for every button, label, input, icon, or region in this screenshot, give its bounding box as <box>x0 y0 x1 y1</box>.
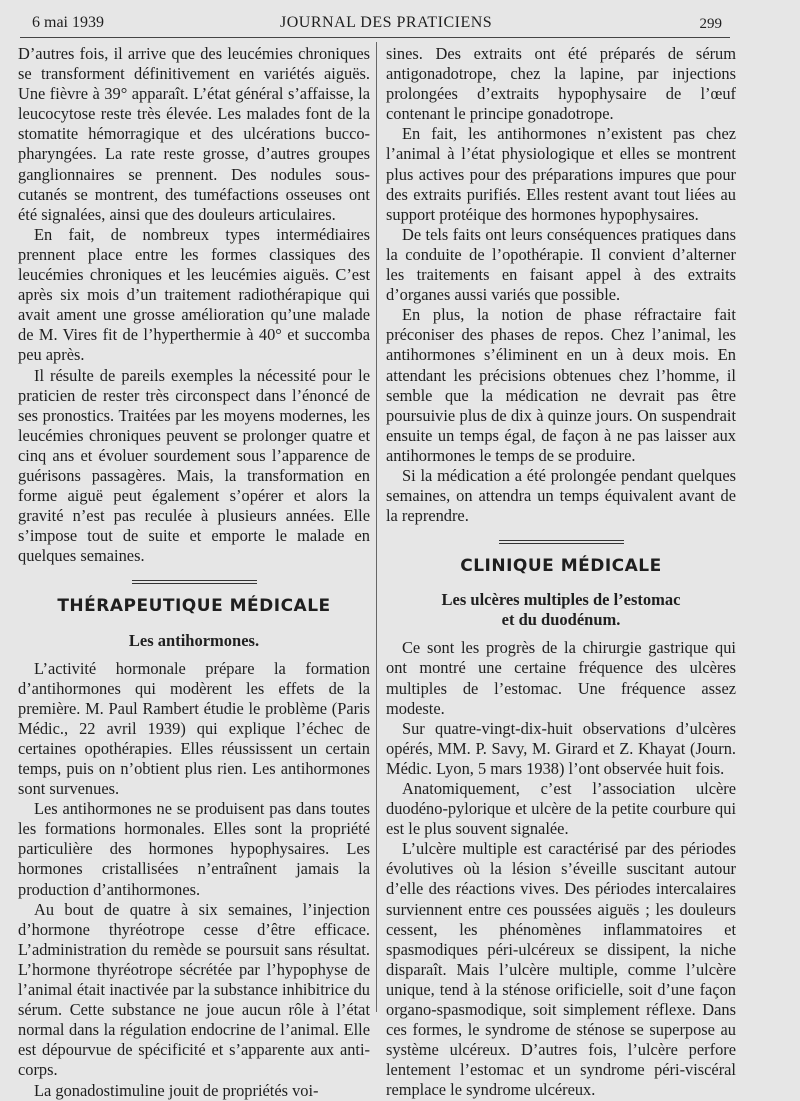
paragraph: L’activité hormonale prépare la formation d’antihormones qui modèrent les effets de la première. M. Paul Rambert étudie le problème (Paris Médic., 22 avril 1939) qui explique l’échec de certaines opothérapies. Elles réussissent un certain temps, puis on n’obtient plus rien. Les antihormones sont survenues. <box>18 658 370 799</box>
issue-date: 6 mai 1939 <box>32 14 104 31</box>
paragraph: Au bout de quatre à six semaines, l’injection d’hormone thyréotrope cesse d’être efficace. L’administration du remède se poursuit sans résultat. L’hormone thyréotrope sécrétée par l’hypophyse de l’animal était inactivée par la substance inhibitrice du sérum. Cette substance ne joue aucun rôle à l’état normal dans la régulation endocrine de l’animal. Elle est dépourvue de spécificité et s’apparente aux anti-corps. <box>18 899 370 1080</box>
column-divider <box>376 42 377 1012</box>
paragraph: De tels faits ont leurs conséquences pratiques dans la conduite de l’opothérapie. Il convient d’alterner les traitements en faisant appel à des extraits d’organes aussi variés que possible. <box>386 224 736 305</box>
paragraph: Anatomiquement, c’est l’association ulcère duodéno-pylorique et ulcère de la petite courbure qui est le plus souvent signalée. <box>386 779 736 839</box>
paragraph: En fait, de nombreux types intermédiaires prennent place entre les formes classiques des leucémies chroniques et les leucémies aiguës. C’est après six mois d’un traitement radiothérapique qui avait ament une grosse amélioration qu’une malade de M. Vires fit de l’hyperthermie à 40° et succomba peu après. <box>18 224 370 365</box>
paragraph: La gonadostimuline jouit de propriétés voi- <box>34 1080 319 1100</box>
article-title-line-1: Les ulcères multiples de l’estomac <box>441 590 681 610</box>
paragraph: Sur quatre-vingt-dix-huit observations d’ulcères opérés, MM. P. Savy, M. Girard et Z. Khayat (Journ. Médic. Lyon, 5 mars 1938) l’ont observée huit fois. <box>386 718 736 778</box>
section-title-clinique: CLINIQUE MÉDICALE <box>460 556 662 577</box>
paragraph: En plus, la notion de phase réfractaire fait préconiser des phases de repos. Chez l’animal, les antihormones s’éliminent en un à deux mois. En attendant les précisions obtenues chez l’homme, il semble que la médication ne devrait pas être poursuivie plus de dix à quinze jours. On suspendrait ensuite un temps égal, de façon à ne pas laisser aux antihormones le temps de se produire. <box>386 305 736 465</box>
left-column <box>18 44 370 1101</box>
header-rule <box>20 37 730 38</box>
paragraph: Ce sont les progrès de la chirurgie gastrique qui ont montré une certaine fréquence des ulcères multiples de l’estomac. Une fréquence assez modeste. <box>386 638 736 718</box>
paragraph: Il résulte de pareils exemples la nécessité pour le praticien de rester très circonspect dans l’énoncé de ses pronostics. Traitées par les moyens modernes, les leucémies chroniques peuvent se prolonger quatre et cinq ans et évoluer sourdement sous l’apparence de guérisons passagères. Mais, la transformation en forme aiguë peut également s’opérer et alors la gravité n’est pas reculée à plusieurs années. Elle s’impose tout de suite et emporte le malade en quelques semaines. <box>18 365 370 566</box>
page-header <box>0 0 800 40</box>
right-column <box>386 44 736 1101</box>
journal-title: JOURNAL DES PRATICIENS <box>280 14 493 31</box>
page-number: 299 <box>699 16 722 32</box>
paragraph: Les antihormones ne se produisent pas dans toutes les formations hormonales. Elles sont la propriété particulière des hormones hypophysaires. Les hormones cristallisées n’entraînent jamais la production d’antihormones. <box>18 799 370 899</box>
section-title-therapeutique: THÉRAPEUTIQUE MÉDICALE <box>57 596 331 617</box>
paragraph: sines. Des extraits ont été préparés de sérum antigonadotrope, chez la lapine, par injections prolongées d’extraits hypophysaire de l’œuf contenant le principe gonadotrope. <box>386 44 736 124</box>
article-title-antihormones: Les antihormones. <box>128 630 260 650</box>
article-title-line-2: et du duodénum. <box>501 610 621 630</box>
paragraph: D’autres fois, il arrive que des leucémies chroniques se transforment définitivement en variétés aiguës. Une fièvre à 39° apparaît. L’état général s’affaisse, la leucocytose reste très élevée. Les malades font de la stomatite hémorragique et des ulcérations bucco-pharyngées. La rate reste grosse, d’autres groupes ganglionnaires se prennent. Des nodules sous-cutanés se montrent, des tuméfactions osseuses ont été signalées, ainsi que des douleurs articulaires. <box>18 44 370 224</box>
article-title-ulceres <box>386 590 736 630</box>
section-separator <box>499 540 624 544</box>
paragraph: L’ulcère multiple est caractérisé par des périodes évolutives où la lésion s’éveille suscitant autour d’elle des réactions vives. Des périodes intercalaires surviennent entre ces poussées aiguës ; les douleurs cessent, les phénomènes inflammatoires et spasmodiques péri-ulcéreux se dissipent, la niche disparaît. Mais l’ulcère multiple, comme l’ulcère unique, tend à la sténose orificielle, soit d’une façon organo-spasmodique, soit simplement réflexe. Dans ces formes, le syndrome de sténose se superpose au système ulcéreux. D’autres fois, l’ulcère perfore lentement l’estomac et un syndrome péri-viscéral remplace le syndrome ulcéreux. <box>386 839 736 1100</box>
section-separator <box>132 580 257 584</box>
paragraph: En fait, les antihormones n’existent pas chez l’animal à l’état physiologique et elles se montrent plus actives pour des préparations impures que pour des extraits purifiés. Elles restent avant tout liées au support protéique des hormones hypophysaires. <box>386 124 736 224</box>
paragraph: Si la médication a été prolongée pendant quelques semaines, on attendra un temps équivalent avant de la reprendre. <box>386 465 736 526</box>
